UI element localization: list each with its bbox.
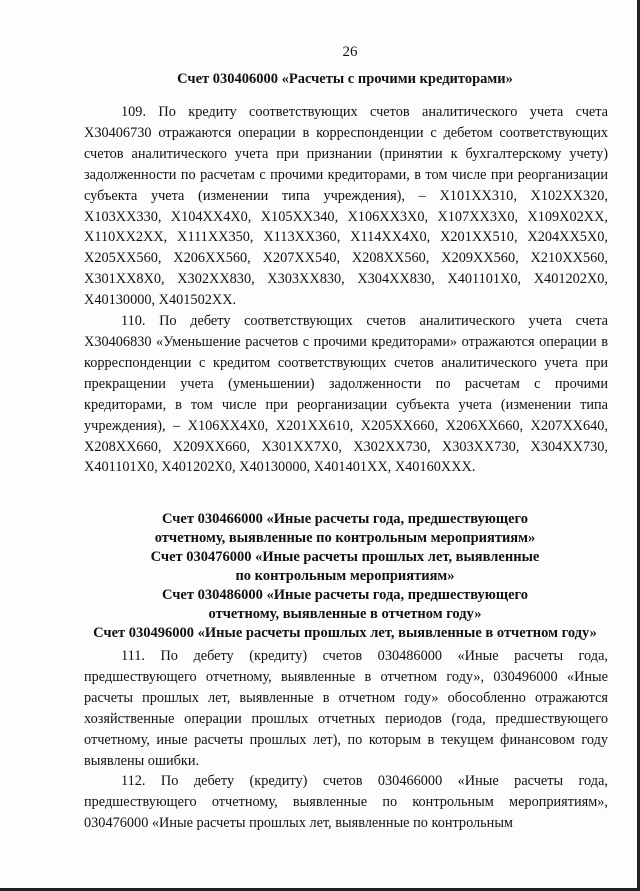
page-number: 26 xyxy=(342,44,358,60)
section-heading-group-2 xyxy=(40,510,640,643)
paragraphs-group-2 xyxy=(84,646,608,834)
heading-line-2: отчетному, выявленные по контрольным мероприятиям» xyxy=(154,530,536,546)
heading-line-5: Счет 030486000 «Иные расчеты года, предшествующего xyxy=(161,587,529,603)
paragraph-112: 112. По дебету (кредиту) счетов 030466000 «Иные расчеты года, предшествующего отчетному, выявленные по контрольным мероприятиям», 030476000 «Иные расчеты прошлых лет, выявленные по контрольным xyxy=(84,773,608,832)
heading-line-7: Счет 030496000 «Иные расчеты прошлых лет, выявленные в отчетном году» xyxy=(93,625,597,641)
heading-line-6: отчетному, выявленные в отчетном году» xyxy=(208,606,482,622)
paragraph-110: 110. По дебету соответствующих счетов аналитического учета счета Х30406830 «Уменьшение расчетов с прочими кредиторами» отражаются операции в корреспонденции с кредитом соответствующих счетов аналитического учета при прекращении учета (уменьшении) задолженности по расчетам с прочими кредиторами, в том числе при реорганизации субъекта учета (изменении типа учреждения), – Х106ХХ4Х0, Х201ХХ610, Х205ХХ660, Х206ХХ660, Х207ХХ640, Х208ХХ660, Х209ХХ660, Х301ХХ7Х0, Х302ХХ730, Х303ХХ730, Х304ХХ730, Х401101Х0, Х401202Х0, Х40130000, Х401401ХХ, Х40160ХХХ. xyxy=(84,313,608,476)
paragraph-111: 111. По дебету (кредиту) счетов 030486000 «Иные расчеты года, предшествующего отчетному, выявленные в отчетном году», 030496000 «Иные расчеты прошлых лет, выявленные в отчетном году» обособленно отражаются хозяйственные операции прошлых отчетных периодов (года, предшествующего отчетному, иные расчеты прошлых лет), по которым в текущем финансовом году выявлены ошибки. xyxy=(84,648,608,769)
heading-line-4: по контрольным мероприятиям» xyxy=(235,568,455,584)
section-heading-030406000: Счет 030406000 «Расчеты с прочими кредиторами» xyxy=(177,71,513,87)
paragraph-109: 109. По кредиту соответствующих счетов аналитического учета счета Х30406730 отражаются операции в корреспонденции с дебетом соответствующих счетов аналитического учета при признании (принятии к бухгалтерскому учету) задолженности по расчетам с прочими кредиторами, в том числе при реорганизации субъекта учета (изменении типа учреждения), – Х101ХХ310, Х102ХХ320, Х103ХХ330, Х104ХХ4Х0, Х105ХХ340, Х106ХХ3Х0, Х107ХХ3Х0, Х109Х02ХХ, Х110ХХ2ХХ, Х111ХХ350, Х113ХХ360, Х114ХХ4Х0, Х201ХХ510, Х204ХХ5Х0, Х205ХХ560, Х206ХХ560, Х207ХХ540, Х208ХХ560, Х209ХХ560, Х210ХХ560, Х301ХХ8Х0, Х302ХХ830, Х303ХХ830, Х304ХХ830, Х401101Х0, Х401202Х0, Х40130000, Х401502ХХ. xyxy=(84,104,608,309)
heading-line-1: Счет 030466000 «Иные расчеты года, предшествующего xyxy=(161,511,529,527)
heading-line-3: Счет 030476000 «Иные расчеты прошлых лет, выявленные xyxy=(150,549,540,565)
paragraphs-group-1 xyxy=(84,102,608,478)
